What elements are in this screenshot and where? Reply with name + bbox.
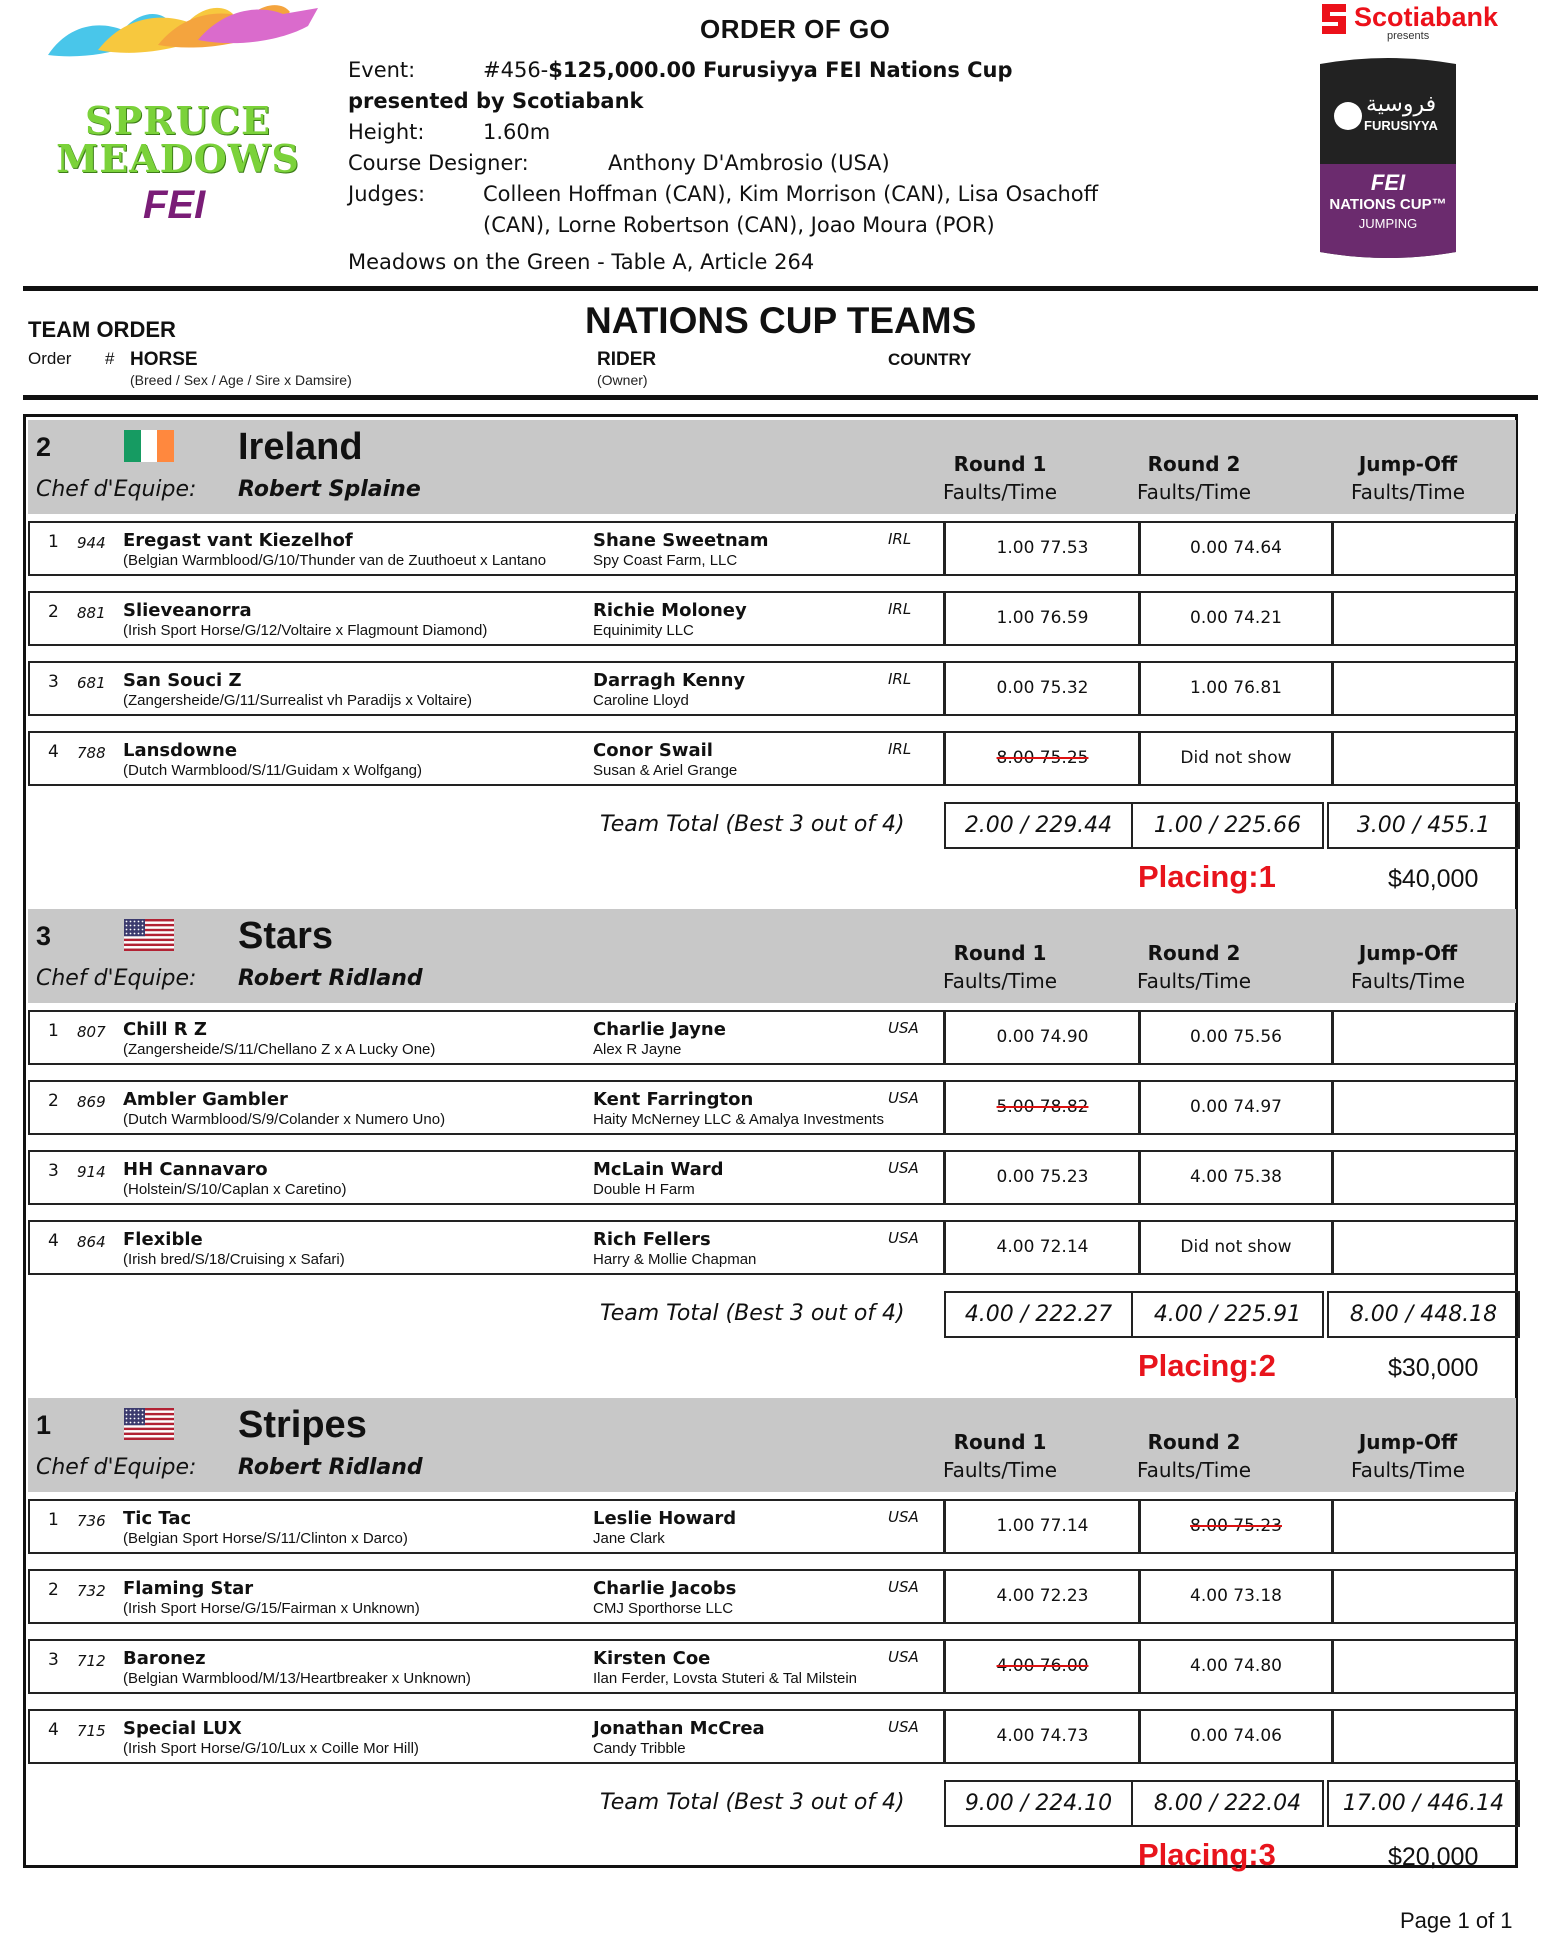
horse-details: (Belgian Warmblood/M/13/Heartbreaker x Unknown): [123, 1670, 471, 1687]
team-order-number: 1: [36, 1410, 52, 1440]
designer-label: Course Designer:: [348, 151, 529, 175]
fei-logo: FEI: [143, 183, 206, 227]
round2-result: [1138, 1080, 1334, 1135]
round2-value: 0.00 75.56: [1190, 1027, 1282, 1047]
country-code: USA: [888, 1578, 919, 1596]
team-total-round2: [1131, 1780, 1324, 1827]
horse-rider-cell: [28, 521, 945, 576]
owner-name: Double H Farm: [593, 1181, 695, 1198]
round1-subtitle: Faults/Time: [942, 969, 1058, 993]
round2-result: [1138, 1499, 1334, 1554]
horse-number: 864: [77, 1233, 106, 1251]
table-row: [28, 1150, 1516, 1205]
round2-result: [1138, 1220, 1334, 1275]
team-name: Ireland: [238, 426, 363, 468]
team-total-round2-value: 1.00 / 225.66: [1153, 813, 1302, 838]
horse-number: 681: [77, 674, 106, 692]
owner-name: Caroline Lloyd: [593, 692, 689, 709]
col-country: COUNTRY: [888, 350, 972, 369]
owner-name: Equinimity LLC: [593, 622, 694, 639]
horse-rider-cell: [28, 1569, 945, 1624]
team-header: [28, 420, 1516, 514]
jumpoff-subtitle: Faults/Time: [1350, 480, 1466, 504]
section-title: NATIONS CUP TEAMS: [585, 300, 977, 341]
rider-name: Kirsten Coe: [593, 1648, 711, 1669]
round2-value: 4.00 74.80: [1190, 1656, 1282, 1676]
horse-rider-cell: [28, 731, 945, 786]
usa-flag-icon: [124, 1408, 174, 1440]
banner-nations-cup: NATIONS CUP™: [1329, 196, 1447, 213]
jumpoff-result: [1331, 1220, 1516, 1275]
team-order-number: 3: [36, 921, 52, 951]
horse-name: Lansdowne: [123, 740, 238, 761]
rider-name: Richie Moloney: [593, 600, 747, 621]
horse-rider-cell: [28, 1709, 945, 1764]
round1-value: 5.00 78.82: [996, 1097, 1089, 1117]
round2-value: 8.00 75.23: [1190, 1516, 1282, 1536]
team-total-label: Team Total (Best 3 out of 4): [600, 812, 905, 837]
team-total-jumpoff-value: 8.00 / 448.18: [1349, 1302, 1498, 1327]
owner-name: Alex R Jayne: [593, 1041, 682, 1058]
team-total-round1: [944, 1780, 1133, 1827]
rider-order: 2: [48, 1091, 59, 1111]
owner-name: Spy Coast Farm, LLC: [593, 552, 738, 569]
country-code: USA: [888, 1648, 919, 1666]
horse-number: 712: [77, 1652, 106, 1670]
jumpoff-result: [1331, 1709, 1516, 1764]
jumpoff-subtitle: Faults/Time: [1350, 1458, 1466, 1482]
event-value: [483, 55, 1013, 86]
horse-number: 807: [77, 1023, 106, 1041]
placing: Placing:3: [1138, 1837, 1276, 1872]
round2-result: [1138, 1639, 1334, 1694]
team-header: [28, 1398, 1516, 1492]
round1-result: [944, 1639, 1141, 1694]
owner-name: Ilan Ferder, Lovsta Stuteri & Tal Milstein: [593, 1670, 858, 1687]
rider-order: 2: [48, 602, 59, 622]
rider-order: 4: [48, 1231, 59, 1251]
round1-heading: [915, 941, 1085, 993]
designer-value: Anthony D'Ambrosio (USA): [608, 151, 890, 175]
rider-order: 1: [48, 532, 59, 552]
table-row: [28, 731, 1516, 786]
owner-name: Haity McNerney LLC & Amalya Investments: [593, 1111, 884, 1128]
horse-details: (Belgian Warmblood/G/10/Thunder van de Zuuthoeut x Lantano: [123, 552, 547, 569]
team-total-jumpoff-value: 17.00 / 446.14: [1342, 1791, 1505, 1816]
round2-heading: [1109, 452, 1279, 504]
round1-value: 1.00 76.59: [996, 608, 1089, 628]
round2-subtitle: Faults/Time: [1136, 969, 1252, 993]
round1-title: Round 1: [953, 941, 1047, 965]
round1-value: 4.00 76.00: [996, 1656, 1089, 1676]
usa-flag-icon: [124, 919, 174, 951]
rider-order: 4: [48, 1720, 59, 1740]
round2-value: Did not show: [1180, 748, 1292, 768]
col-horse-sub: (Breed / Sex / Age / Sire x Damsire): [130, 372, 352, 388]
horse-name: San Souci Z: [123, 670, 242, 691]
rider-order: 2: [48, 1580, 59, 1600]
sponsor-presents: presents: [1387, 30, 1430, 42]
team-total-round2: [1131, 1291, 1324, 1338]
team-total-round1: [944, 1291, 1133, 1338]
horse-rider-cell: [28, 661, 945, 716]
round2-value: 4.00 75.38: [1190, 1167, 1282, 1187]
round2-heading: [1109, 1430, 1279, 1482]
jumpoff-heading: [1323, 941, 1493, 993]
horse-rider-cell: [28, 591, 945, 646]
horse-details: (Belgian Sport Horse/S/11/Clinton x Darco): [123, 1530, 408, 1547]
owner-name: CMJ Sporthorse LLC: [593, 1600, 734, 1617]
horse-rider-cell: [28, 1499, 945, 1554]
round2-subtitle: Faults/Time: [1136, 1458, 1252, 1482]
country-code: USA: [888, 1159, 919, 1177]
horse-number: 914: [77, 1163, 106, 1181]
round2-value: 0.00 74.97: [1190, 1097, 1282, 1117]
jumpoff-result: [1331, 1639, 1516, 1694]
horse-details: (Irish Sport Horse/G/15/Fairman x Unknown): [123, 1600, 420, 1617]
round1-result: [944, 1150, 1141, 1205]
round1-result: [944, 731, 1141, 786]
chef-name: Robert Ridland: [238, 966, 423, 991]
round2-value: Did not show: [1180, 1237, 1292, 1257]
prize-money: $30,000: [1388, 1354, 1479, 1382]
round1-title: Round 1: [953, 452, 1047, 476]
prize-money: $20,000: [1388, 1843, 1479, 1871]
col-num: #: [105, 349, 115, 368]
country-code: USA: [888, 1019, 919, 1037]
judges-line-2: (CAN), Lorne Robertson (CAN), Joao Moura (POR): [483, 213, 995, 237]
chef-name: Robert Ridland: [238, 1455, 423, 1480]
team-order-heading: TEAM ORDER: [28, 317, 176, 342]
rider-name: Jonathan McCrea: [593, 1718, 765, 1739]
horse-name: Eregast vant Kiezelhof: [123, 530, 353, 551]
horse-number: 869: [77, 1093, 106, 1111]
horse-name: Special LUX: [123, 1718, 242, 1739]
rider-name: Leslie Howard: [593, 1508, 737, 1529]
owner-name: Susan & Ariel Grange: [593, 762, 738, 779]
team-order-number: 2: [36, 432, 52, 462]
horse-name: Chill R Z: [123, 1019, 207, 1040]
round2-result: [1138, 1150, 1334, 1205]
round1-result: [944, 1709, 1141, 1764]
rider-order: 3: [48, 672, 59, 692]
country-code: IRL: [888, 530, 912, 548]
round1-result: [944, 1220, 1141, 1275]
horse-name: HH Cannavaro: [123, 1159, 268, 1180]
round2-result: [1138, 1569, 1334, 1624]
country-code: IRL: [888, 600, 912, 618]
jumpoff-result: [1331, 1499, 1516, 1554]
horse-number: 944: [77, 534, 106, 552]
jumpoff-heading: [1323, 1430, 1493, 1482]
table-row: [28, 1499, 1516, 1554]
table-row: [28, 1639, 1516, 1694]
round2-subtitle: Faults/Time: [1136, 480, 1252, 504]
round2-title: Round 2: [1147, 452, 1241, 476]
jumpoff-title: Jump-Off: [1358, 941, 1458, 965]
round1-result: [944, 521, 1141, 576]
rider-order: 3: [48, 1650, 59, 1670]
horse-details: (Dutch Warmblood/S/9/Colander x Numero Uno): [123, 1111, 446, 1128]
rider-name: Charlie Jayne: [593, 1019, 726, 1040]
round1-value: 0.00 74.90: [996, 1027, 1089, 1047]
round2-result: [1138, 521, 1334, 576]
placing: Placing:2: [1138, 1348, 1276, 1383]
horse-name: Slieveanorra: [123, 600, 252, 621]
country-code: IRL: [888, 740, 912, 758]
horse-rider-cell: [28, 1220, 945, 1275]
round2-title: Round 2: [1147, 1430, 1241, 1454]
jumpoff-result: [1331, 591, 1516, 646]
judges-line-1: Colleen Hoffman (CAN), Kim Morrison (CAN), Lisa Osachoff: [483, 182, 1099, 206]
round2-value: 0.00 74.64: [1190, 538, 1282, 558]
rider-name: Rich Fellers: [593, 1229, 711, 1250]
placing: Placing:1: [1138, 859, 1276, 894]
horse-number: 788: [77, 744, 106, 762]
horse-details: (Irish Sport Horse/G/10/Lux x Coille Mor Hill): [123, 1740, 419, 1757]
round1-result: [944, 1569, 1141, 1624]
team-total-round2-value: 4.00 / 225.91: [1153, 1302, 1302, 1327]
height-label: Height:: [348, 120, 425, 144]
rider-name: Darragh Kenny: [593, 670, 746, 691]
prize-money: $40,000: [1388, 865, 1479, 893]
header-divider: [23, 286, 1538, 291]
spruce-meadows-logo: [28, 0, 328, 240]
owner-name: Jane Clark: [593, 1530, 665, 1547]
chef-label: Chef d'Equipe:: [36, 1455, 197, 1480]
table-row: [28, 661, 1516, 716]
round1-result: [944, 1010, 1141, 1065]
round2-result: [1138, 661, 1334, 716]
banner-jumping: JUMPING: [1358, 216, 1418, 231]
team-total-round2-value: 8.00 / 222.04: [1153, 1791, 1302, 1816]
horse-rider-cell: [28, 1010, 945, 1065]
team-total-round1-value: 2.00 / 229.44: [964, 813, 1113, 838]
round1-heading: [915, 1430, 1085, 1482]
rider-name: Charlie Jacobs: [593, 1578, 737, 1599]
country-code: USA: [888, 1508, 919, 1526]
horse-name: Ambler Gambler: [123, 1089, 288, 1110]
banner-furusiyya: FURUSIYYA: [1364, 118, 1438, 133]
chef-name: Robert Splaine: [238, 477, 421, 502]
round2-value: 0.00 74.06: [1190, 1726, 1282, 1746]
owner-name: Harry & Mollie Chapman: [593, 1251, 757, 1268]
team-total-label: Team Total (Best 3 out of 4): [600, 1301, 905, 1326]
round1-result: [944, 1080, 1141, 1135]
banner-arabic: فروسية: [1366, 92, 1437, 117]
table-row: [28, 1709, 1516, 1764]
horse-details: (Holstein/S/10/Caplan x Caretino): [123, 1181, 347, 1198]
round1-value: 1.00 77.14: [996, 1516, 1089, 1536]
round1-value: 4.00 72.23: [996, 1586, 1089, 1606]
team-total-jumpoff-value: 3.00 / 455.1: [1356, 813, 1491, 838]
team-total-label: Team Total (Best 3 out of 4): [600, 1790, 905, 1815]
horse-details: (Dutch Warmblood/S/11/Guidam x Wolfgang): [123, 762, 423, 779]
rider-order: 1: [48, 1510, 59, 1530]
sponsor-name: Scotiabank: [1354, 2, 1499, 32]
jumpoff-result: [1331, 661, 1516, 716]
page-title: ORDER OF GO: [700, 14, 891, 44]
team-header: [28, 909, 1516, 1003]
team-total-round1-value: 9.00 / 224.10: [964, 1791, 1113, 1816]
round1-value: 1.00 77.53: [996, 538, 1089, 558]
horse-details: (Irish bred/S/18/Cruising x Safari): [123, 1251, 345, 1268]
round1-title: Round 1: [953, 1430, 1047, 1454]
rider-name: Conor Swail: [593, 740, 713, 761]
height-value: 1.60m: [483, 120, 551, 144]
event-number: #456-: [483, 58, 549, 82]
team-name: Stripes: [238, 1404, 367, 1446]
table-row: [28, 1010, 1516, 1065]
horse-number: 881: [77, 604, 106, 622]
col-rider: RIDER: [597, 349, 657, 370]
horse-name: Baronez: [123, 1648, 206, 1669]
round1-value: 4.00 74.73: [996, 1726, 1089, 1746]
horse-details: (Irish Sport Horse/G/12/Voltaire x Flagmount Diamond): [123, 622, 488, 639]
event-presented: presented by Scotiabank: [348, 89, 644, 113]
table-row: [28, 591, 1516, 646]
col-horse: HORSE: [130, 349, 198, 370]
round1-value: 0.00 75.23: [996, 1167, 1089, 1187]
nations-cup-banner: [1318, 52, 1458, 262]
rider-order: 1: [48, 1021, 59, 1041]
team-total-round1: [944, 802, 1133, 849]
chef-label: Chef d'Equipe:: [36, 477, 197, 502]
team-total-jumpoff: [1327, 802, 1520, 849]
jumpoff-result: [1331, 731, 1516, 786]
round2-result: [1138, 591, 1334, 646]
horse-rider-cell: [28, 1150, 945, 1205]
horse-number: 715: [77, 1722, 106, 1740]
venue: Meadows on the Green - Table A, Article 264: [348, 250, 815, 274]
round1-result: [944, 1499, 1141, 1554]
rider-name: Kent Farrington: [593, 1089, 754, 1110]
jumpoff-title: Jump-Off: [1358, 1430, 1458, 1454]
round2-value: 1.00 76.81: [1190, 678, 1282, 698]
judges-label: Judges:: [348, 182, 426, 206]
jumpoff-heading: [1323, 452, 1493, 504]
country-code: USA: [888, 1089, 919, 1107]
scotiabank-s-icon: [1316, 2, 1352, 36]
jumpoff-result: [1331, 1150, 1516, 1205]
team-total-round1-value: 4.00 / 222.27: [964, 1302, 1113, 1327]
logo-line-spruce: SPRUCE: [85, 98, 271, 143]
column-divider: [23, 395, 1538, 400]
rider-name: McLain Ward: [593, 1159, 724, 1180]
page-number: Page 1 of 1: [1400, 1908, 1513, 1933]
jumpoff-title: Jump-Off: [1358, 452, 1458, 476]
table-row: [28, 1569, 1516, 1624]
logo-line-meadows: MEADOWS: [56, 136, 300, 181]
jumpoff-result: [1331, 1010, 1516, 1065]
horse-rider-cell: [28, 1639, 945, 1694]
horse-details: (Zangersheide/S/11/Chellano Z x A Lucky One): [123, 1041, 436, 1058]
horse-name: Tic Tac: [123, 1508, 192, 1529]
team-name: Stars: [238, 915, 334, 957]
round1-subtitle: Faults/Time: [942, 1458, 1058, 1482]
round2-title: Round 2: [1147, 941, 1241, 965]
round2-value: 4.00 73.18: [1190, 1586, 1282, 1606]
owner-name: Candy Tribble: [593, 1740, 686, 1757]
team-total-round2: [1131, 802, 1324, 849]
horse-number: 736: [77, 1512, 106, 1530]
chef-label: Chef d'Equipe:: [36, 966, 197, 991]
country-code: USA: [888, 1718, 919, 1736]
round1-result: [944, 591, 1141, 646]
round2-value: 0.00 74.21: [1190, 608, 1282, 628]
col-order: Order: [28, 349, 72, 368]
team-total-jumpoff: [1327, 1780, 1520, 1827]
horse-number: 732: [77, 1582, 106, 1600]
event-name: $125,000.00 Furusiyya FEI Nations Cup: [548, 58, 1013, 82]
rider-name: Shane Sweetnam: [593, 530, 769, 551]
event-label: Event:: [348, 58, 416, 82]
round2-heading: [1109, 941, 1279, 993]
ireland-flag-icon: [124, 430, 174, 462]
horse-rider-cell: [28, 1080, 945, 1135]
country-code: USA: [888, 1229, 919, 1247]
table-row: [28, 1080, 1516, 1135]
horses-logo-icon: [28, 0, 328, 70]
jumpoff-result: [1331, 1080, 1516, 1135]
round1-value: 0.00 75.32: [996, 678, 1089, 698]
table-row: [28, 1220, 1516, 1275]
round1-value: 4.00 72.14: [996, 1237, 1089, 1257]
round2-result: [1138, 731, 1334, 786]
col-rider-sub: (Owner): [597, 372, 648, 388]
team-total-jumpoff: [1327, 1291, 1520, 1338]
rider-order: 4: [48, 742, 59, 762]
banner-fei: FEI: [1370, 170, 1406, 195]
horse-name: Flaming Star: [123, 1578, 254, 1599]
round2-result: [1138, 1709, 1334, 1764]
jumpoff-subtitle: Faults/Time: [1350, 969, 1466, 993]
round1-subtitle: Faults/Time: [942, 480, 1058, 504]
horse-details: (Zangersheide/G/11/Surrealist vh Paradijs x Voltaire): [123, 692, 473, 709]
country-code: IRL: [888, 670, 912, 688]
round2-result: [1138, 1010, 1334, 1065]
round1-result: [944, 661, 1141, 716]
rider-order: 3: [48, 1161, 59, 1181]
table-row: [28, 521, 1516, 576]
jumpoff-result: [1331, 1569, 1516, 1624]
horse-name: Flexible: [123, 1229, 203, 1250]
round1-value: 8.00 75.25: [996, 748, 1089, 768]
jumpoff-result: [1331, 521, 1516, 576]
round1-heading: [915, 452, 1085, 504]
